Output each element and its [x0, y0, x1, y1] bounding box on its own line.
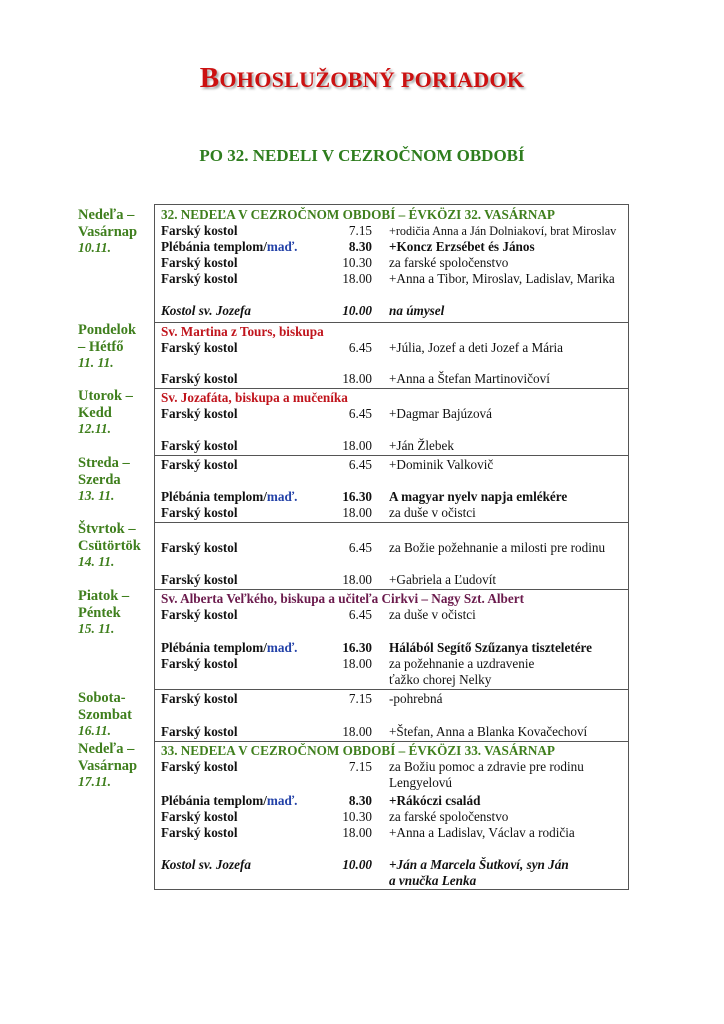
mass-row [155, 340, 628, 356]
day-name-sk: Streda – [78, 455, 130, 471]
mass-intention: +Štefan, Anna a Blanka Kovačechoví [389, 724, 588, 739]
day-name-hu: – Hétfő [78, 338, 124, 355]
mass-intention: na úmysel [389, 303, 445, 318]
day-label [78, 207, 152, 257]
day-name-sk: Piatok – [78, 588, 130, 604]
mass-time: 10.30 [342, 809, 372, 824]
place-name: Farský kostol [161, 505, 238, 520]
mad-label: maď. [266, 239, 298, 254]
mass-row [155, 572, 628, 588]
mass-intention: +Rákóczi család [389, 793, 481, 808]
mass-intention: +Ján Žlebek [389, 438, 454, 453]
day-name-sk: Nedeľa – [78, 741, 135, 757]
mass-row [155, 489, 628, 505]
day-name-sk: Pondelok [78, 322, 137, 338]
mass-row [155, 239, 628, 255]
mass-row [155, 505, 628, 521]
mass-time: 7.15 [348, 223, 372, 238]
place-name: Farský kostol [161, 271, 238, 286]
day-label [78, 388, 152, 438]
place-name: Farský kostol [161, 340, 238, 355]
mass-row [155, 406, 628, 422]
mad-label: maď. [266, 640, 298, 655]
place-name: Farský kostol [161, 572, 238, 587]
place-name: Farský kostol [161, 809, 238, 824]
place-name: Farský kostol [161, 656, 238, 671]
day-name-hu: Csütörtök [78, 537, 141, 554]
schedule-table [154, 204, 629, 890]
mass-intention: +Gabriela a Ľudovít [389, 572, 497, 587]
mass-intention: +Anna a Ladislav, Václav a rodičia [389, 825, 575, 840]
feast-header: 33. NEDEĽA V CEZROČNOM OBDOBÍ – ÉVKÖZI 33. VASÁRNAP [161, 743, 555, 758]
day-date: 11. 11. [78, 355, 114, 370]
mass-row [155, 809, 628, 825]
day-block [155, 455, 628, 523]
mass-intention: a vnučka Lenka [389, 873, 477, 888]
mass-intention: +Anna a Štefan Martinovičoví [389, 371, 550, 386]
mass-intention: za požehnanie a uzdravenie [389, 656, 535, 671]
mass-time: 18.00 [342, 438, 372, 453]
mass-intention: +rodičia Anna a Ján Dolniakoví, brat Miroslav [389, 224, 617, 238]
place-name: Farský kostol [161, 255, 238, 270]
mass-time: 6.45 [348, 457, 372, 472]
mass-row [155, 457, 628, 473]
mass-row [155, 656, 628, 672]
day-date: 14. 11. [78, 554, 115, 569]
feast-header: 32. NEDEĽA V CEZROČNOM OBDOBÍ – ÉVKÖZI 32. VASÁRNAP [161, 207, 555, 222]
day-name-hu: Vasárnap [78, 757, 138, 774]
place-name: Farský kostol [161, 691, 238, 706]
mass-time: 6.45 [348, 406, 372, 421]
mass-row-continuation [155, 873, 628, 889]
mass-intention: Hálából Segítő Szűzanya tiszteletére [389, 640, 593, 655]
mass-intention: za farské spoločenstvo [389, 255, 509, 270]
mass-row [155, 607, 628, 623]
mass-time: 8.30 [348, 239, 372, 254]
day-label [78, 455, 152, 505]
mass-row-continuation [155, 672, 628, 688]
day-date: 16.11. [78, 723, 112, 738]
place-name: Farský kostol [161, 825, 238, 840]
mass-row [155, 371, 628, 387]
day-block [155, 589, 628, 690]
mass-row [155, 540, 628, 556]
mass-time: 8.30 [348, 793, 372, 808]
day-block [155, 322, 628, 389]
place-name: Farský kostol [161, 371, 238, 386]
mass-intention: +Anna a Tibor, Miroslav, Ladislav, Marika [389, 271, 615, 286]
mass-row [155, 857, 628, 873]
mass-time: 18.00 [342, 825, 372, 840]
mass-intention: za duše v očistci [389, 505, 476, 520]
mass-row [155, 793, 628, 809]
mass-time: 18.00 [342, 505, 372, 520]
mass-row-continuation [155, 775, 628, 791]
day-name-hu: Kedd [78, 404, 112, 421]
place-name: Plébánia templom/maď. [161, 793, 298, 808]
mass-intention: +Dominik Valkovič [389, 457, 494, 472]
place-name: Plébánia templom/maď. [161, 239, 298, 254]
mass-time: 18.00 [342, 572, 372, 587]
mass-intention: za Božiu pomoc a zdravie pre rodinu [389, 759, 584, 774]
mass-time: 10.00 [342, 857, 372, 872]
mass-time: 7.15 [348, 759, 372, 774]
day-name-hu: Péntek [78, 604, 121, 621]
day-name-sk: Štvrtok – [78, 521, 136, 537]
mass-time: 6.45 [348, 540, 372, 555]
mass-intention: za duše v očistci [389, 607, 476, 622]
mad-label: maď. [266, 489, 298, 504]
mass-intention: A magyar nyelv napja emlékére [389, 489, 568, 504]
mass-row [155, 640, 628, 656]
mass-time: 16.30 [342, 489, 372, 504]
mass-time: 10.30 [342, 255, 372, 270]
day-date: 10.11. [78, 240, 112, 255]
day-block [155, 741, 628, 890]
mass-row [155, 255, 628, 271]
day-block [155, 388, 628, 456]
mass-time: 18.00 [342, 656, 372, 671]
day-block [155, 689, 628, 742]
mass-intention: Lengyelovú [389, 775, 452, 790]
place-name: Farský kostol [161, 540, 238, 555]
mass-row [155, 271, 628, 287]
day-label [78, 588, 152, 638]
place-name: Farský kostol [161, 759, 238, 774]
mass-row [155, 223, 628, 239]
mass-intention: za farské spoločenstvo [389, 809, 509, 824]
day-date: 15. 11. [78, 621, 115, 636]
feast-header: Sv. Jozafáta, biskupa a mučeníka [161, 390, 348, 405]
place-name: Farský kostol [161, 223, 238, 238]
place-name: Farský kostol [161, 724, 238, 739]
day-date: 12.11. [78, 421, 112, 436]
mass-intention: ťažko chorej Nelky [389, 672, 492, 687]
place-name: Kostol sv. Jozefa [161, 303, 251, 318]
title-rest: OHOSLUŽOBNÝ PORIADOK [219, 67, 525, 92]
mass-row [155, 691, 628, 707]
page-title [0, 62, 724, 95]
day-label [78, 322, 152, 372]
mass-time: 18.00 [342, 371, 372, 386]
mass-time: 6.45 [348, 607, 372, 622]
mass-row [155, 825, 628, 841]
day-name-sk: Nedeľa – [78, 207, 135, 223]
place-name: Farský kostol [161, 406, 238, 421]
place-name: Plébánia templom/maď. [161, 640, 298, 655]
mass-time: 6.45 [348, 340, 372, 355]
day-name-sk: Utorok – [78, 388, 133, 404]
mass-time: 16.30 [342, 640, 372, 655]
day-name-hu: Szerda [78, 471, 121, 488]
place-name: Farský kostol [161, 607, 238, 622]
mass-row [155, 303, 628, 319]
day-block [155, 205, 628, 322]
mass-time: 10.00 [342, 303, 372, 318]
mass-time: 7.15 [348, 691, 372, 706]
mass-row [155, 724, 628, 740]
day-label [78, 690, 152, 740]
feast-header: Sv. Martina z Tours, biskupa [161, 324, 324, 339]
mass-row [155, 438, 628, 454]
place-name: Farský kostol [161, 438, 238, 453]
title-initial: B [199, 62, 220, 94]
mass-time: 18.00 [342, 724, 372, 739]
mad-label: maď. [266, 793, 298, 808]
mass-intention: +Ján a Marcela Šutkoví, syn Ján [389, 857, 569, 872]
place-name: Farský kostol [161, 457, 238, 472]
day-date: 13. 11. [78, 488, 115, 503]
day-label [78, 521, 152, 571]
mass-intention: +Koncz Erzsébet és János [389, 239, 535, 254]
day-date: 17.11. [78, 774, 112, 789]
page-subtitle: PO 32. NEDELI V CEZROČNOM OBDOBÍ [199, 146, 525, 165]
day-name-sk: Sobota- [78, 690, 126, 706]
mass-intention: +Júlia, Jozef a deti Jozef a Mária [389, 340, 564, 355]
mass-intention: -pohrebná [389, 691, 443, 706]
place-name: Plébánia templom/maď. [161, 489, 298, 504]
mass-intention: +Dagmar Bajúzová [389, 406, 493, 421]
day-name-hu: Szombat [78, 706, 132, 723]
day-label [78, 741, 152, 791]
mass-row [155, 759, 628, 775]
mass-time: 18.00 [342, 271, 372, 286]
feast-header: Sv. Alberta Veľkého, biskupa a učiteľa Cirkvi – Nagy Szt. Albert [161, 591, 524, 606]
mass-intention: za Božie požehnanie a milosti pre rodinu [389, 540, 606, 555]
day-name-hu: Vasárnap [78, 223, 138, 240]
place-name: Kostol sv. Jozefa [161, 857, 251, 872]
day-block [155, 522, 628, 590]
